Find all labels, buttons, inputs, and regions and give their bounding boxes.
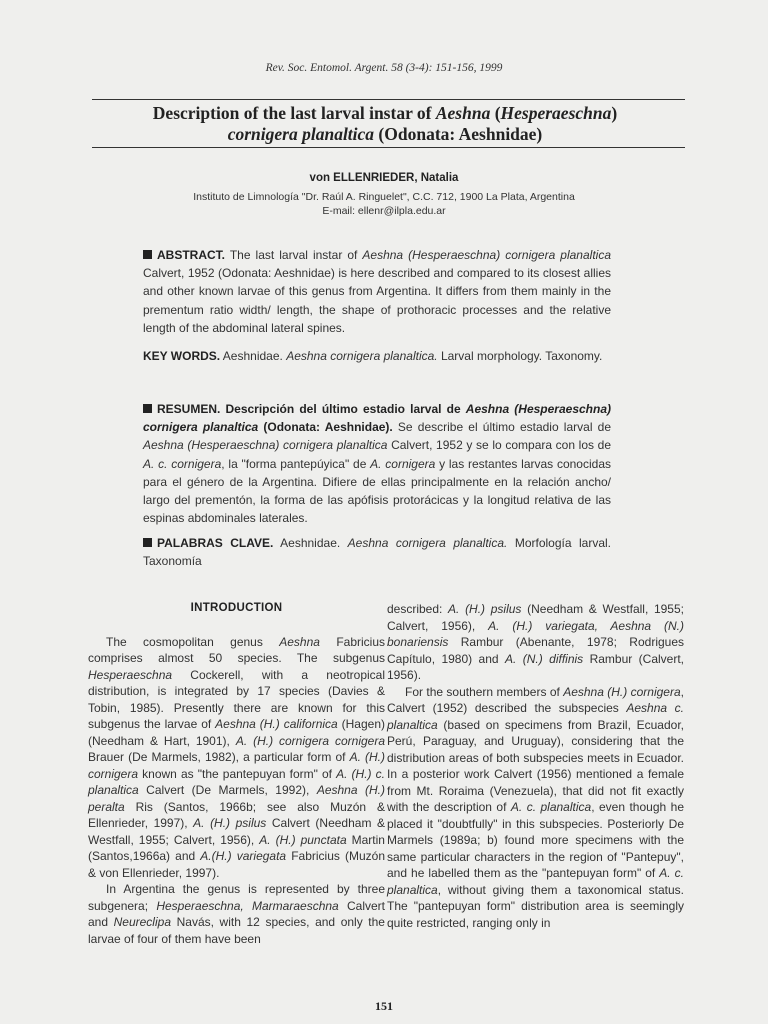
palabras-clave-block: PALABRAS CLAVE. Aeshnidae. Aeshna cornigera planaltica. Morfología larval. Taxonomía	[143, 536, 611, 569]
resumen-block: RESUMEN. Descripción del último estadio larval de Aeshna (Hesperaeschna) cornigera planaltica (Odonata: Aeshnidae). Se describe el último estadio larval de Aeshna (Hesperaeschna) cornigera planaltica Calvert, 1952 y se lo compara con los de A. c. cornigera, la "forma pantepúyica" de A. cornigera y las restantes larvas conocidas para el género de la Argentina. Difiere de ellas principalmente en la relación ancho/ largo del prementón, la forma de las apófisis protorácicas y la longitud relativa de las espinas abdominales laterales.	[143, 402, 612, 526]
intro-paragraph-3: described: A. (H.) psilus (Needham & Westfall, 1955; Calvert, 1956), A. (H.) variegata, Aeshna (N.) bonariensis Rambur (Abenante, 1978; Rodrigues Capítulo, 1980) and A. (N.) diffinis Rambur (Calvert, 1956).	[387, 602, 684, 682]
affiliation-email: E-mail: ellenr@ilpla.edu.ar	[322, 205, 446, 217]
left-column	[88, 600, 385, 947]
keywords-block: KEY WORDS. Aeshnidae. Aeshna cornigera planaltica. Larval morphology. Taxonomy.	[143, 349, 603, 363]
article-title: Description of the last larval instar of Aeshna (Hesperaeschna) cornigera planaltica (Odonata: Aeshnidae)	[152, 103, 618, 144]
author-affiliation	[0, 190, 768, 218]
square-bullet-icon	[143, 404, 152, 413]
square-bullet-icon	[143, 538, 152, 547]
intro-paragraph-1: The cosmopolitan genus Aeshna Fabricius comprises almost 50 species. The subgenus Hesperaeschna Cockerell, with a neotropical distribution, is integrated by 17 species (Davies & Tobin, 1985). Presently there are known for this subgenus the larvae of Aeshna (H.) californica (Hagen) (Needham & Hart, 1901), A. (H.) cornigera cornigera Brauer (De Marmels, 1982), a particular form of A. (H.) cornigera known as "the pantepuyan form" of A. (H.) c. planaltica Calvert (De Marmels, 1992), Aeshna (H.) peralta Ris (Santos, 1966b; see also Muzón & Ellenrieder, 1997), A. (H.) psilus Calvert (Needham & Westfall, 1955; Calvert, 1956), A. (H.) punctata Martin (Santos,1966a) and A.(H.) variegata Fabricius (Muzón & von Ellenrieder, 1997).	[88, 634, 386, 880]
header-rule-bottom	[92, 147, 685, 148]
abstract-block: ABSTRACT. The last larval instar of Aeshna (Hesperaeschna) cornigera planaltica Calvert, 1952 (Odonata: Aeshnidae) is here described and compared to its closest allies and other known larvae of this genus from Argentina. It differs from them mainly in the prementum ratio width/ length, the shape of prothoracic processes and the relative length of the abdominal lateral spines.	[143, 248, 611, 335]
intro-paragraph-4: For the southern members of Aeshna (H.) cornigera, Calvert (1952) described the subspecies Aeshna c. planaltica (based on specimens from Brazil, Ecuador, Perú, Paraguay, and Uruguay), considering that the distribution areas of both subspecies meets in Ecuador. In a posterior work Calvert (1956) mentioned a female from Mt. Roraima (Venezuela), that did not fit exactly with the description of A. c. planaltica, even though he placed it "doubtfully" in this subspecies. Posteriorly De Marmels (1989a; b) found more specimens with the same particular characters in the region of "Pantepuy", and he labelled them as the "pantepuyan form" of A. c. planaltica, without giving them a taxonomical status. The "pantepuyan form" distribution area is seemingly quite restricted, ranging only in	[387, 684, 684, 930]
journal-reference: Rev. Soc. Entomol. Argent. 58 (3-4): 151-156, 1999	[265, 62, 503, 74]
author-name: von ELLENRIEDER, Natalia	[309, 172, 459, 184]
header-rule-top	[92, 99, 685, 100]
intro-paragraph-2: In Argentina the genus is represented by three subgenera; Hesperaeschna, Marmaraeschna Calvert and Neureclipa Navás, with 12 species, and only the larvae of four of them have been	[88, 882, 386, 946]
affiliation-address: Instituto de Limnología "Dr. Raúl A. Ringuelet", C.C. 712, 1900 La Plata, Argentina	[193, 191, 575, 203]
introduction-heading: INTRODUCTION	[190, 602, 283, 614]
right-column	[387, 601, 684, 931]
page-number: 151	[375, 999, 393, 1013]
square-bullet-icon	[143, 250, 152, 259]
